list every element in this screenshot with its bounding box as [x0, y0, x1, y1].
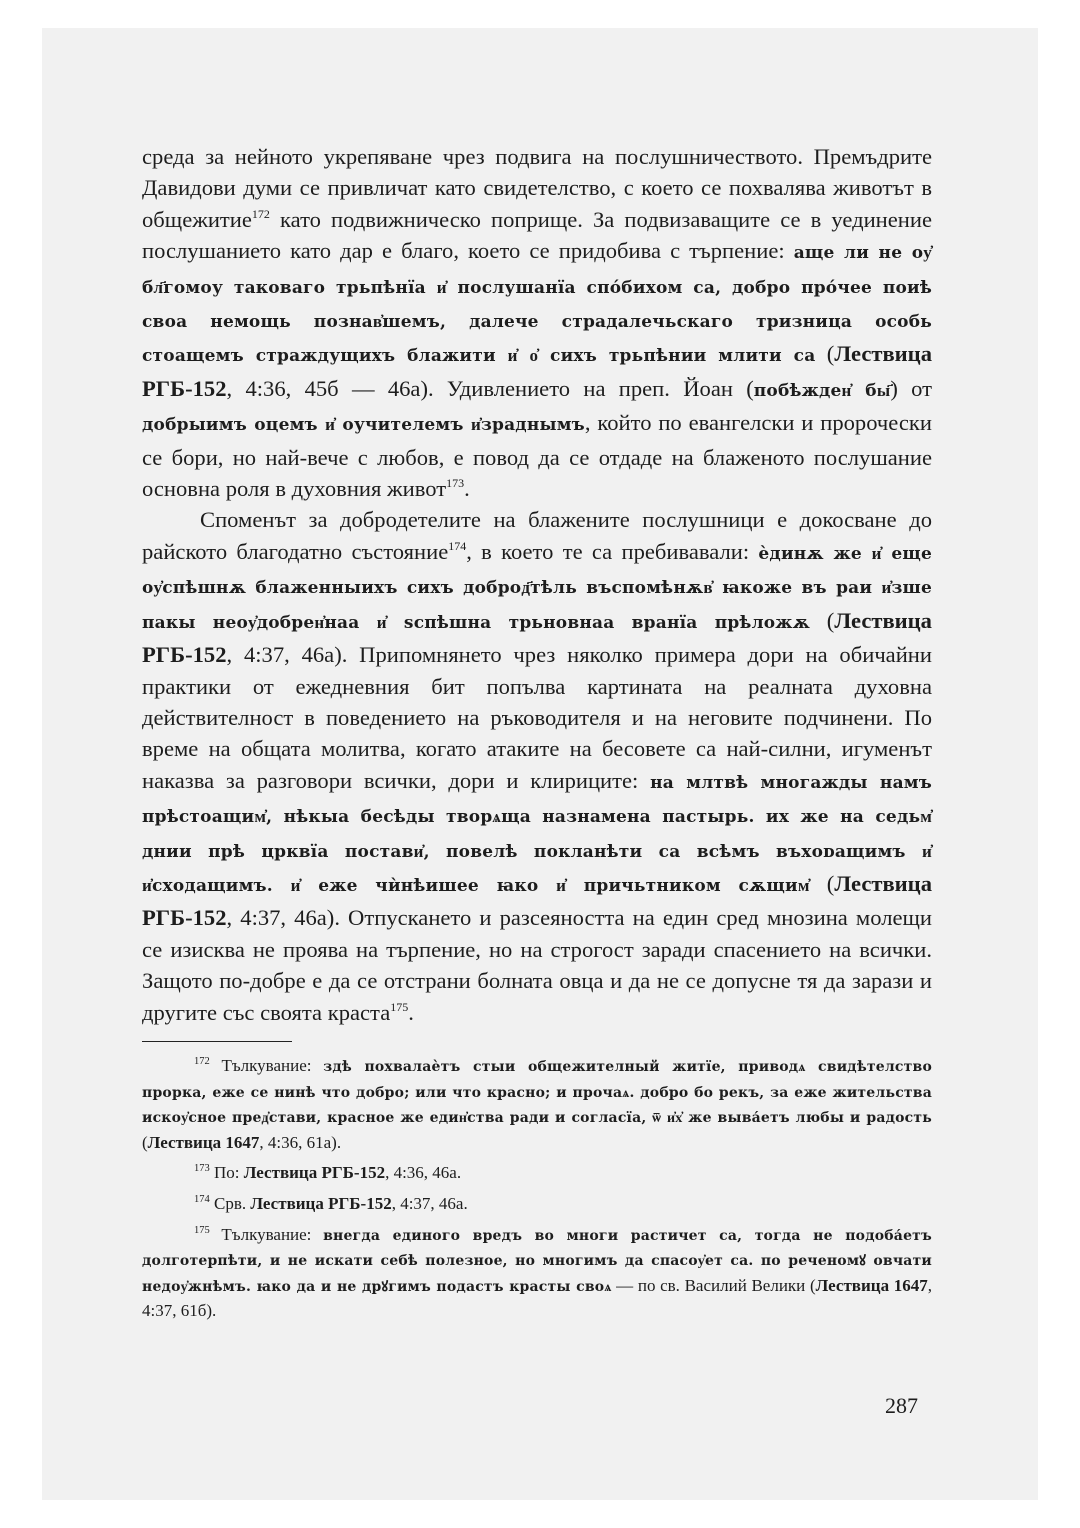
- footnote-ref-174[interactable]: 174: [448, 538, 467, 553]
- footnote-number: 172: [194, 1055, 210, 1067]
- footnote-number: 175: [194, 1224, 210, 1236]
- church-slavonic-quote: ѐдинѫ же и҆ еще оу҆спѣшнѫ блаженныихъ сихъ доброд҃тѣль въспомѣнѫв҆ ꙗкоже въ раи и҆зше пакы неоу҆добрен҆наа и҆ ѕспѣшна трьновнаа вранїа прѣложѫ: [142, 543, 932, 633]
- source-citation: Лествица РГБ-152: [243, 1163, 386, 1183]
- footnote-ref-173[interactable]: 173: [446, 476, 465, 491]
- church-slavonic-quote: внегда единого вредъ во многи растичет са, тогда не подоба́етъ долготерпѣти, и не искати себѣ полезное, но многимъ да спасоу҆ет са. по реченомꙋ овчати недоу҆жнѣмъ. ꙗко да и не дрꙋгимъ подастъ красты своѧ: [142, 1227, 932, 1295]
- footnote-174: [142, 1192, 932, 1217]
- text-run: По:: [209, 1163, 244, 1183]
- text-run: Срв.: [209, 1193, 251, 1213]
- footnote-ref-172[interactable]: 172: [251, 206, 270, 221]
- footnote-number: 174: [194, 1193, 210, 1205]
- text-run: , 4:36, 46а.: [385, 1163, 462, 1183]
- source-citation: Лествица 1647: [815, 1275, 928, 1295]
- footnote-number: 173: [194, 1163, 210, 1175]
- text-run: .: [464, 476, 470, 502]
- text-run: Тълкувание:: [209, 1224, 324, 1244]
- text-run: .: [408, 999, 414, 1025]
- text-run: , в което те са пребивавали:: [466, 538, 759, 564]
- text-run: , 4:37, 46а). Припомнянето чрез няколко примера дори на обичайни практики от ежедневния бит попълва картината на реалната духовна действителност в поведението на ръководителя и на неговите подчинени. По време на общата молитва, когато атаките на бесовете са най-силни, игуменът наказва за разговори всички, дори и клириците:: [142, 642, 932, 793]
- church-slavonic-quote: аще ли не оу҆ бл҃гомоу таковаго трьпѣнїа и҆ послушанїа спо́бихом са, добро про́чее поиѣ своа немощь познав҆шемъ, далече страдалечьскаго тризница особь стоащемъ страждущихъ блажити и҆ о҆ сихъ трьпѣнии млити са: [142, 243, 932, 367]
- page-number: 287: [885, 1393, 918, 1418]
- text-run: , 4:37, 46а). Отпускането и разсеяността на един сред мнозина молещи се изисква не проява на търпение, но на строгост заради спасението на всички. Защото по-добре е да се отстрани болната овца и да не се допусне тя да зарази и другите със своята краста: [142, 905, 932, 1025]
- source-citation: Лествица РГБ-152: [142, 870, 932, 931]
- text-run: Тълкувание:: [209, 1055, 324, 1075]
- paragraph-1: [142, 141, 932, 504]
- text-run: , 4:37, 61б).: [142, 1275, 932, 1321]
- text-run: , 4:36, 45б — 46а). Удивлението на преп. Йоан (: [226, 375, 754, 401]
- paragraph-2: [142, 504, 932, 1028]
- church-slavonic-quote: побѣжден҆ бы҃: [753, 380, 891, 401]
- text-run: (: [810, 607, 835, 633]
- source-citation: Лествица РГБ-152: [142, 607, 932, 668]
- footnote-173: [142, 1161, 932, 1186]
- text-run: като подвижническо поприще. За подвизаващите се в уединение послушанието като дар е благо, което се придобива с търпение:: [142, 206, 932, 264]
- text-run: , 4:36, 61а).: [259, 1132, 342, 1152]
- source-citation: Лествица РГБ-152: [142, 341, 932, 401]
- church-slavonic-quote: на млтвѣ многажды намъ прѣстоащим҆, нѣкыа бесѣды творѧща назнамена пастырь. их же на седьм҆ днии прѣ црквїа постави҆, повелѣ покланѣти са всѣмъ въхоᴅащимъ и҆ и҆сходащимъ. и҆ еже чѝнѣишее ꙗко и҆ причьтником сѫщим҆: [142, 772, 932, 896]
- footnote-175: [142, 1223, 932, 1324]
- text-run: , 4:37, 46а.: [391, 1193, 468, 1213]
- footnote-divider: [142, 1041, 292, 1042]
- church-slavonic-quote: здѣ похвалаѐтъ стыи общежителный житїе, приводѧ свидѣтелство прорка, еже се нинѣ что добро; или что красно; и прочаѧ. добро бо рекъ, за еже жительства искоу҆сное пред҆стави, красное же един҆ства ради и согласїа, ѿ и҆х҆ же выва́етъ любы и радость: [142, 1058, 932, 1127]
- footnote-ref-175[interactable]: 175: [390, 999, 409, 1014]
- text-run: — по св. Василий Велики (: [611, 1275, 816, 1295]
- text-run: среда за нейното укрепяване чрез подвига на послушничеството. Премъдрите Давидови думи се привличат като свидетелство, с което се похвалява животът в общежитие: [142, 144, 932, 232]
- text-run: ) от: [890, 375, 933, 401]
- text-run: (: [142, 1132, 148, 1152]
- footnote-172: [142, 1054, 932, 1155]
- source-citation: Лествица РГБ-152: [250, 1193, 392, 1213]
- church-slavonic-quote: добрыимъ оцемъ и҆ оучителемъ и҆зраднымъ: [142, 415, 585, 436]
- text-run: (: [815, 341, 835, 367]
- text-run: , който по евангелски и пророчески се бори, но най-вече с любов, е повод да се отдаде на блаженото послушание основна роля в духовния живот: [142, 410, 932, 502]
- main-text: [142, 141, 932, 1330]
- source-citation: Лествица 1647: [147, 1132, 260, 1152]
- text-run: (: [809, 870, 835, 896]
- text-run: Споменът за добродетелите на блажените послушници е докосване до райското благодатно състояние: [142, 507, 932, 564]
